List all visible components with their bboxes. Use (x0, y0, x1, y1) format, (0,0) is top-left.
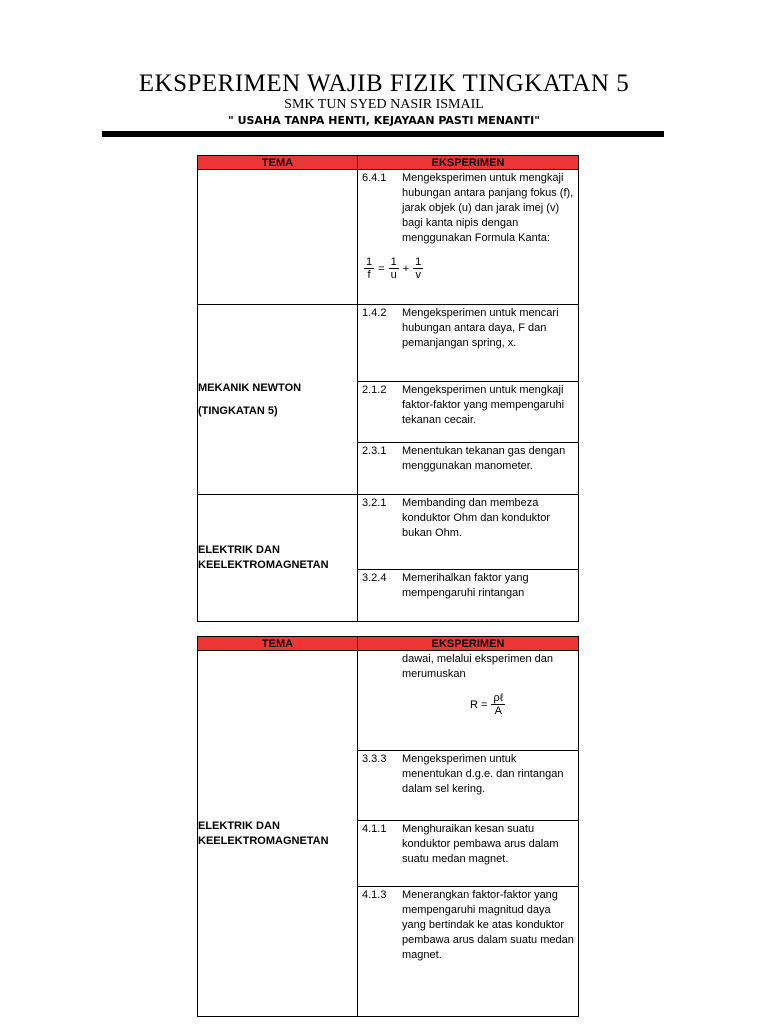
experiment-text: Menentukan tekanan gas dengan menggunakan manometer. (402, 445, 566, 472)
experiment-text: dawai, melalui eksperimen dan merumuskan (402, 653, 554, 680)
tema-line: ELEKTRIK DAN (198, 544, 280, 556)
table-row (198, 305, 579, 382)
resistance-formula (468, 692, 578, 717)
experiment-text: Mengeksperimen untuk menentukan d.g.e. dan rintangan dalam sel kering. (402, 753, 564, 795)
column-header-eksperimen: EKSPERIMEN (358, 637, 579, 651)
experiment-code: 4.1.3 (362, 889, 387, 901)
formula-lhs: R = (470, 698, 488, 711)
tema-cell (198, 495, 358, 622)
lens-formula (362, 256, 578, 281)
experiment-cell (358, 305, 579, 382)
tema-line: (TINGKATAN 5) (198, 404, 278, 417)
column-header-eksperimen: EKSPERIMEN (358, 156, 579, 170)
experiment-text: Memerihalkan faktor yang mempengaruhi rintangan (402, 572, 529, 599)
experiment-item (358, 651, 578, 682)
tema-line: MEKANIK NEWTON (198, 381, 302, 394)
plus-sign: + (402, 262, 410, 275)
table-row (198, 495, 579, 570)
experiment-text: Membanding dan membeza konduktor Ohm dan konduktor bukan Ohm. (402, 497, 550, 539)
fraction-1-over-v: $\frac{1}{v}$ (415, 256, 422, 281)
experiment-item (358, 305, 578, 351)
experiment-code: 3.2.1 (362, 497, 387, 509)
tema-line: KEELEKTROMAGNETAN (198, 559, 329, 571)
experiment-cell (358, 170, 579, 305)
experiment-code: 4.1.1 (362, 823, 387, 835)
experiment-item (358, 887, 578, 963)
experiment-code: 2.3.1 (362, 445, 387, 457)
experiment-text: Mengeksperimen untuk mengkaji faktor-faktor yang mempengaruhi tekanan cecair. (402, 384, 565, 426)
experiment-table-1 (197, 155, 579, 622)
school-name: SMK TUN SYED NASIR ISMAIL (284, 97, 484, 112)
experiment-cell (358, 887, 579, 1017)
page-title: EKSPERIMEN WAJIB FIZIK TINGKATAN 5 (138, 70, 630, 97)
experiment-cell (358, 821, 579, 887)
column-header-tema: TEMA (198, 156, 358, 170)
experiment-item (358, 495, 578, 541)
experiment-item (358, 751, 578, 797)
experiment-cell (358, 443, 579, 495)
experiment-table-2 (197, 636, 579, 1017)
fraction-1-over-u: $\frac{1}{u}$ (390, 256, 397, 281)
experiment-cell (358, 382, 579, 443)
experiment-item (358, 821, 578, 867)
tema-cell-empty (198, 170, 358, 305)
experiment-text: Mengeksperimen untuk mengkaji hubungan antara panjang fokus (f), jarak objek (u) dan jarak imej (v) bagi kanta nipis dengan menggunakan Formula Kanta: (402, 172, 574, 244)
experiment-text: Menghuraikan kesan suatu konduktor pembawa arus dalam suatu medan magnet. (402, 823, 559, 865)
tema-cell (198, 305, 358, 495)
equals-sign: = (378, 262, 385, 275)
header-divider (102, 131, 664, 137)
experiment-item (358, 170, 578, 246)
experiment-code: 1.4.2 (362, 307, 387, 319)
tema-line: ELEKTRIK DAN (198, 819, 280, 832)
motto: " USAHA TANPA HENTI, KEJAYAAN PASTI MENANTI" (228, 114, 540, 127)
table-row (198, 170, 579, 305)
experiment-code: 3.3.3 (362, 753, 387, 765)
fraction-1-over-f: $\frac{1}{f}$ (366, 256, 373, 281)
experiment-text: Mengeksperimen untuk mencari hubungan antara daya, F dan pemanjangan spring, x. (402, 307, 559, 349)
table-row (198, 651, 579, 751)
experiment-text: Menerangkan faktor-faktor yang mempengaruhi magnitud daya yang bertindak ke atas konduktor pembawa arus dalam suatu medan magnet. (402, 889, 574, 961)
table-header (198, 637, 579, 651)
table-header (198, 156, 579, 170)
experiment-cell (358, 651, 579, 751)
experiment-code: 3.2.4 (362, 572, 387, 584)
tema-line: KEELEKTROMAGNETAN (198, 834, 329, 847)
fraction-rho-l-over-a: $\frac{\text{ρℓ}}{A}$ (493, 692, 504, 717)
experiment-cell (358, 751, 579, 821)
experiment-item (358, 382, 578, 428)
experiment-item (358, 443, 578, 474)
experiment-code: 6.4.1 (362, 172, 387, 184)
tema-cell (198, 651, 358, 1017)
experiment-item (358, 570, 578, 601)
column-header-tema: TEMA (198, 637, 358, 651)
experiment-cell (358, 570, 579, 622)
experiment-cell (358, 495, 579, 570)
experiment-code: 2.1.2 (362, 384, 387, 396)
